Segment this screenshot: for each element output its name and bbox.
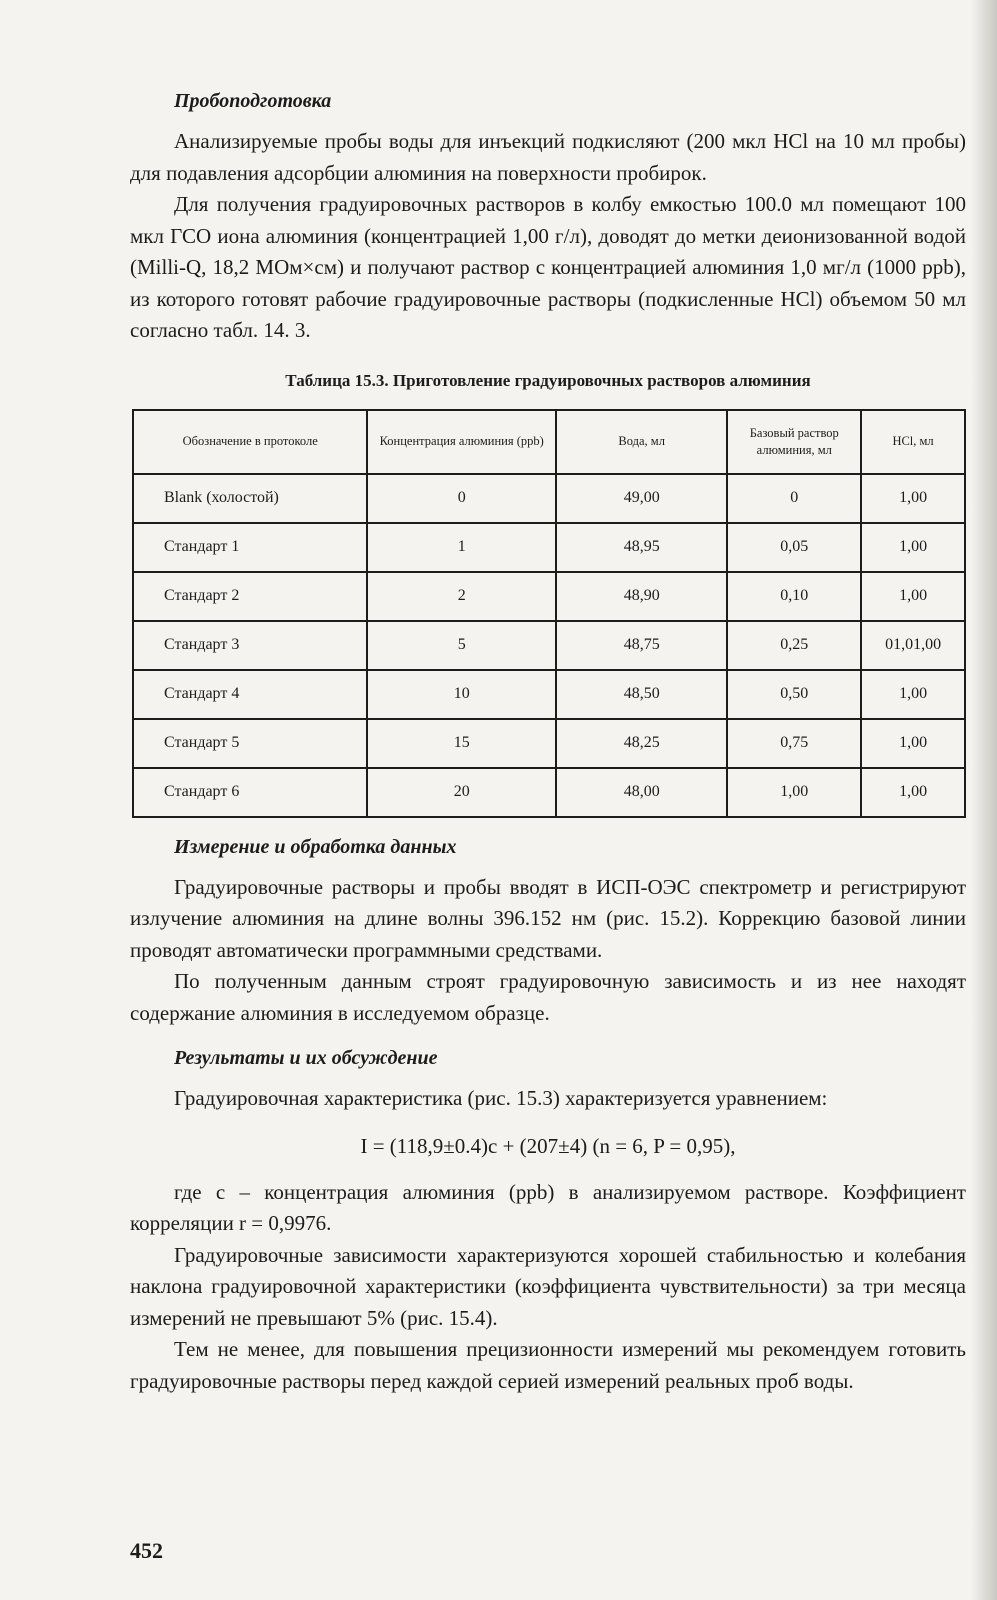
table-row [133, 719, 965, 768]
table-cell: 1 [367, 523, 556, 572]
paragraph: Градуировочные растворы и пробы вводят в ИСП-ОЭС спектрометр и регистрируют излучение алюминия на длине волны 396.152 нм (рис. 15.2). Коррекцию базовой линии проводят автоматически программными средствами. [130, 874, 966, 962]
table-cell: 49,00 [556, 474, 727, 523]
table-cell: 01,01,00 [861, 621, 965, 670]
table-row [133, 474, 965, 523]
column-header: Базовый раствор алюминия, мл [727, 410, 861, 474]
table-row [133, 670, 965, 719]
paragraph: Градуировочная характеристика (рис. 15.3) характеризуется уравнением: [174, 1086, 828, 1110]
page-number: 452 [130, 1538, 163, 1563]
table-cell: 0 [367, 474, 556, 523]
table-cell: 1,00 [861, 523, 965, 572]
table-cell: Стандарт 5 [133, 719, 367, 768]
table-cell: Стандарт 2 [133, 572, 367, 621]
table-cell: 1,00 [861, 719, 965, 768]
document-page [130, 88, 966, 1397]
table-cell: 0,25 [727, 621, 861, 670]
calibration-table [132, 409, 966, 818]
paragraph: Анализируемые пробы воды для инъекций подкисляют (200 мкл HCl на 10 мл пробы) для подавления адсорбции алюминия на поверхности пробирок. [130, 129, 966, 185]
table-cell: 1,00 [727, 768, 861, 817]
table-cell: 48,00 [556, 768, 727, 817]
calibration-equation: I = (118,9±0.4)c + (207±4) (n = 6, P = 0,95), [360, 1133, 736, 1158]
table-cell: Стандарт 6 [133, 768, 367, 817]
paragraph: Для получения градуировочных растворов в колбу емкостью 100.0 мл помещают 100 мкл ГСО иона алюминия (концентрацией 1,00 г/л), доводят до метки деионизованной водой (Milli-Q, 18,2 МОм×см) и получают раствор с концентрацией алюминия 1,0 мг/л (1000 ppb), из которого готовят рабочие градуировочные растворы (подкисленные HCl) объемом 50 мл согласно табл. 14. 3. [130, 192, 966, 342]
table-header-row [133, 410, 965, 474]
table-cell: 0,75 [727, 719, 861, 768]
table-cell: Blank (холостой) [133, 474, 367, 523]
table-caption: Таблица 15.3. Приготовление градуировочных растворов алюминия [285, 370, 811, 390]
table-cell: 0,10 [727, 572, 861, 621]
paragraph: где с – концентрация алюминия (ppb) в анализируемом растворе. Коэффициент корреляции r = 0,9976. [130, 1179, 966, 1235]
column-header: HCl, мл [861, 410, 965, 474]
table-cell: 1,00 [861, 670, 965, 719]
column-header: Концентрация алюминия (ppb) [367, 410, 556, 474]
table-cell: Стандарт 3 [133, 621, 367, 670]
column-header: Вода, мл [556, 410, 727, 474]
table-row [133, 523, 965, 572]
table-cell: Стандарт 1 [133, 523, 367, 572]
table-cell: 20 [367, 768, 556, 817]
page-edge-shadow [971, 0, 997, 1600]
paragraph: Тем не менее, для повышения прецизионности измерений мы рекомендуем готовить градуировочные растворы перед каждой серией измерений реальных проб воды. [130, 1337, 966, 1393]
table-cell: 0,05 [727, 523, 861, 572]
table-cell: 15 [367, 719, 556, 768]
table-cell: 1,00 [861, 768, 965, 817]
column-header: Обозначение в протоколе [133, 410, 367, 474]
section-heading-sample-prep: Пробоподготовка [174, 90, 332, 112]
table-row [133, 621, 965, 670]
table-cell: 1,00 [861, 474, 965, 523]
table-row [133, 572, 965, 621]
table-cell: 48,50 [556, 670, 727, 719]
table-cell: 10 [367, 670, 556, 719]
table-cell: 0 [727, 474, 861, 523]
table-cell: 48,90 [556, 572, 727, 621]
paragraph: Градуировочные зависимости характеризуются хорошей стабильностью и колебания наклона градуировочной характеристики (коэффициента чувствительности) за три месяца измерений не превышают 5% (рис. 15.4). [130, 1242, 966, 1330]
section-heading-measurement: Измерение и обработка данных [174, 835, 457, 858]
paragraph: По полученным данным строят градуировочную зависимость и из нее находят содержание алюминия в исследуемом образце. [130, 969, 966, 1025]
table-cell: 1,00 [861, 572, 965, 621]
section-heading-results: Результаты и их обсуждение [174, 1047, 438, 1069]
table-cell: 48,75 [556, 621, 727, 670]
table-cell: Стандарт 4 [133, 670, 367, 719]
table-row [133, 768, 965, 817]
table-cell: 2 [367, 572, 556, 621]
table-cell: 5 [367, 621, 556, 670]
table-cell: 0,50 [727, 670, 861, 719]
table-cell: 48,25 [556, 719, 727, 768]
table-cell: 48,95 [556, 523, 727, 572]
